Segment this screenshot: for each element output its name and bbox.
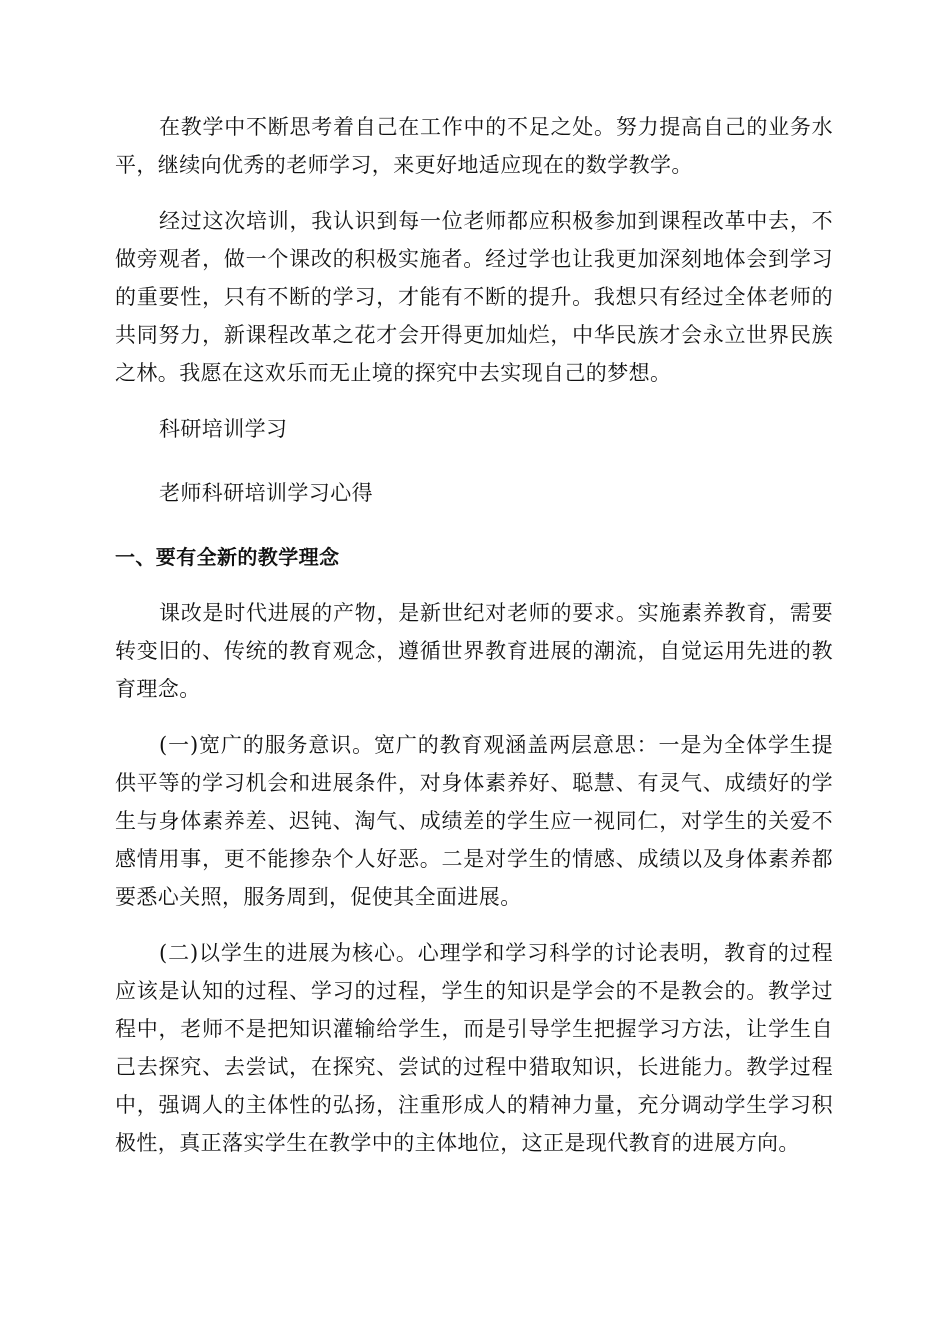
paragraph: 经过这次培训，我认识到每一位老师都应积极参加到课程改革中去，不做旁观者，做一个课改的积极实施者。经过学也让我更加深刻地体会到学习的重要性，只有不断的学习，才能有不断的提升。我想只有经过全体老师的共同努力，新课程改革之花才会开得更加灿烂，中华民族才会永立世界民族之林。我愿在这欢乐而无止境的探究中去实现自己的梦想。 xyxy=(115,209,833,385)
subtitle-line: 科研培训学习 xyxy=(159,417,288,441)
paragraph: 课改是时代进展的产物，是新世纪对老师的要求。实施素养教育，需要转变旧的、传统的教育观念，遵循世界教育进展的潮流，自觉运用先进的教育理念。 xyxy=(115,601,833,701)
subtitle-line: 老师科研培训学习心得 xyxy=(159,481,373,505)
document-body xyxy=(115,108,833,1180)
paragraph: (二)以学生的进展为核心。心理学和学习科学的讨论表明，教育的过程应该是认知的过程、学习的过程，学生的知识是学会的不是教会的。教学过程中，老师不是把知识灌输给学生，而是引导学生把握学习方法，让学生自己去探究、去尝试，在探究、尝试的过程中猎取知识，长进能力。教学过程中，强调人的主体性的弘扬，注重形成人的精神力量，充分调动学生学习积极性，真正落实学生在教学中的主体地位，这正是现代教育的进展方向。 xyxy=(115,941,833,1155)
section-heading: 一、要有全新的教学理念 xyxy=(115,545,340,569)
paragraph: (一)宽广的服务意识。宽广的教育观涵盖两层意思：一是为全体学生提供平等的学习机会和进展条件，对身体素养好、聪慧、有灵气、成绩好的学生与身体素养差、迟钝、淘气、成绩差的学生应一视同仁，对学生的关爱不感情用事，更不能掺杂个人好恶。二是对学生的情感、成绩以及身体素养都要悉心关照，服务周到，促使其全面进展。 xyxy=(115,733,833,909)
paragraph: 在教学中不断思考着自己在工作中的不足之处。努力提高自己的业务水平，继续向优秀的老师学习，来更好地适应现在的数学教学。 xyxy=(115,115,833,177)
